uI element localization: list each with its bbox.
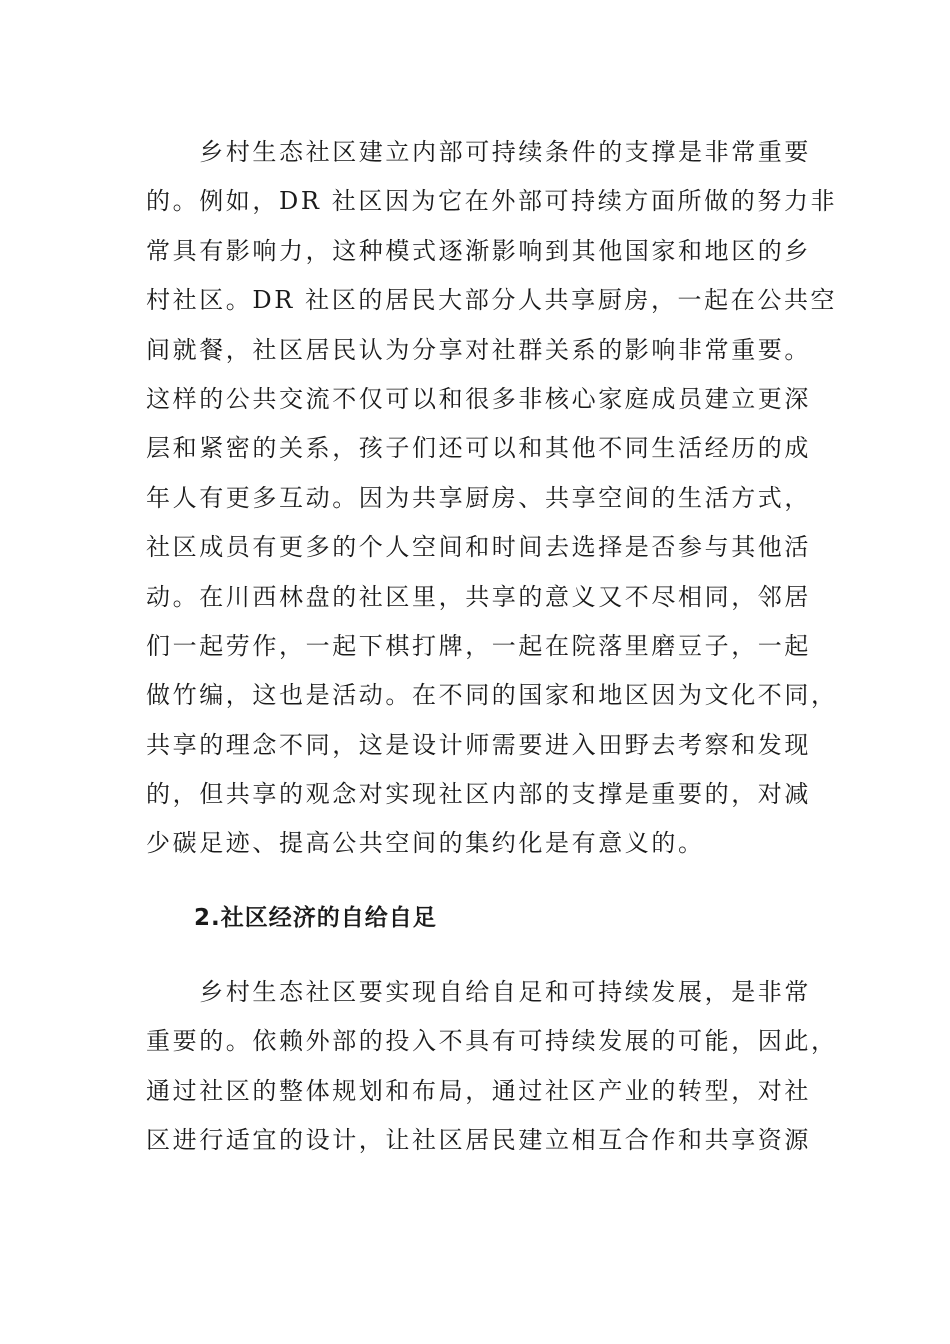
- text-line: 区进行适宜的设计，让社区居民建立相互合作和共享资源: [146, 1126, 811, 1155]
- text-line: 们一起劳作，一起下棋打牌，一起在院落里磨豆子，一起: [146, 631, 811, 660]
- paragraph-spacer: [146, 943, 806, 968]
- text-line: 这样的公共交流不仅可以和很多非核心家庭成员建立更深: [146, 384, 811, 413]
- text-line: 的。例如，DR 社区因为它在外部可持续方面所做的努力非: [146, 187, 838, 216]
- text-line: 层和紧密的关系，孩子们还可以和其他不同生活经历的成: [146, 434, 811, 463]
- paragraph-shared-community: [146, 128, 838, 869]
- text-line: 间就餐，社区居民认为分享对社群关系的影响非常重要。: [146, 335, 811, 364]
- document-body: [146, 128, 838, 1165]
- text-line: 乡村生态社区要实现自给自足和可持续发展，是非常: [146, 977, 811, 1006]
- text-line: 通过社区的整体规划和布局，通过社区产业的转型，对社: [146, 1076, 811, 1105]
- text-line: 重要的。依赖外部的投入不具有可持续发展的可能，因此，: [146, 1027, 838, 1056]
- text-line: 常具有影响力，这种模式逐渐影响到其他国家和地区的乡: [146, 236, 811, 265]
- text-line: 年人有更多互动。因为共享厨房、共享空间的生活方式，: [146, 483, 811, 512]
- text-line: 动。在川西林盘的社区里，共享的意义又不尽相同，邻居: [146, 582, 811, 611]
- paragraph-spacer: [146, 869, 806, 894]
- text-line: 做竹编，这也是活动。在不同的国家和地区因为文化不同，: [146, 681, 838, 710]
- text-line: 共享的理念不同，这是设计师需要进入田野去考察和发现: [146, 730, 811, 759]
- text-line: 社区成员有更多的个人空间和时间去选择是否参与其他活: [146, 533, 811, 562]
- text-line: 的，但共享的观念对实现社区内部的支撑是重要的，对减: [146, 780, 811, 809]
- section-heading: 2.社区经济的自给自足: [194, 904, 437, 931]
- paragraph-self-sufficiency: [146, 968, 838, 1166]
- text-line: 乡村生态社区建立内部可持续条件的支撑是非常重要: [146, 138, 811, 166]
- text-line: 村社区。DR 社区的居民大部分人共享厨房，一起在公共空: [146, 286, 838, 315]
- text-line: 少碳足迹、提高公共空间的集约化是有意义的。: [146, 829, 705, 858]
